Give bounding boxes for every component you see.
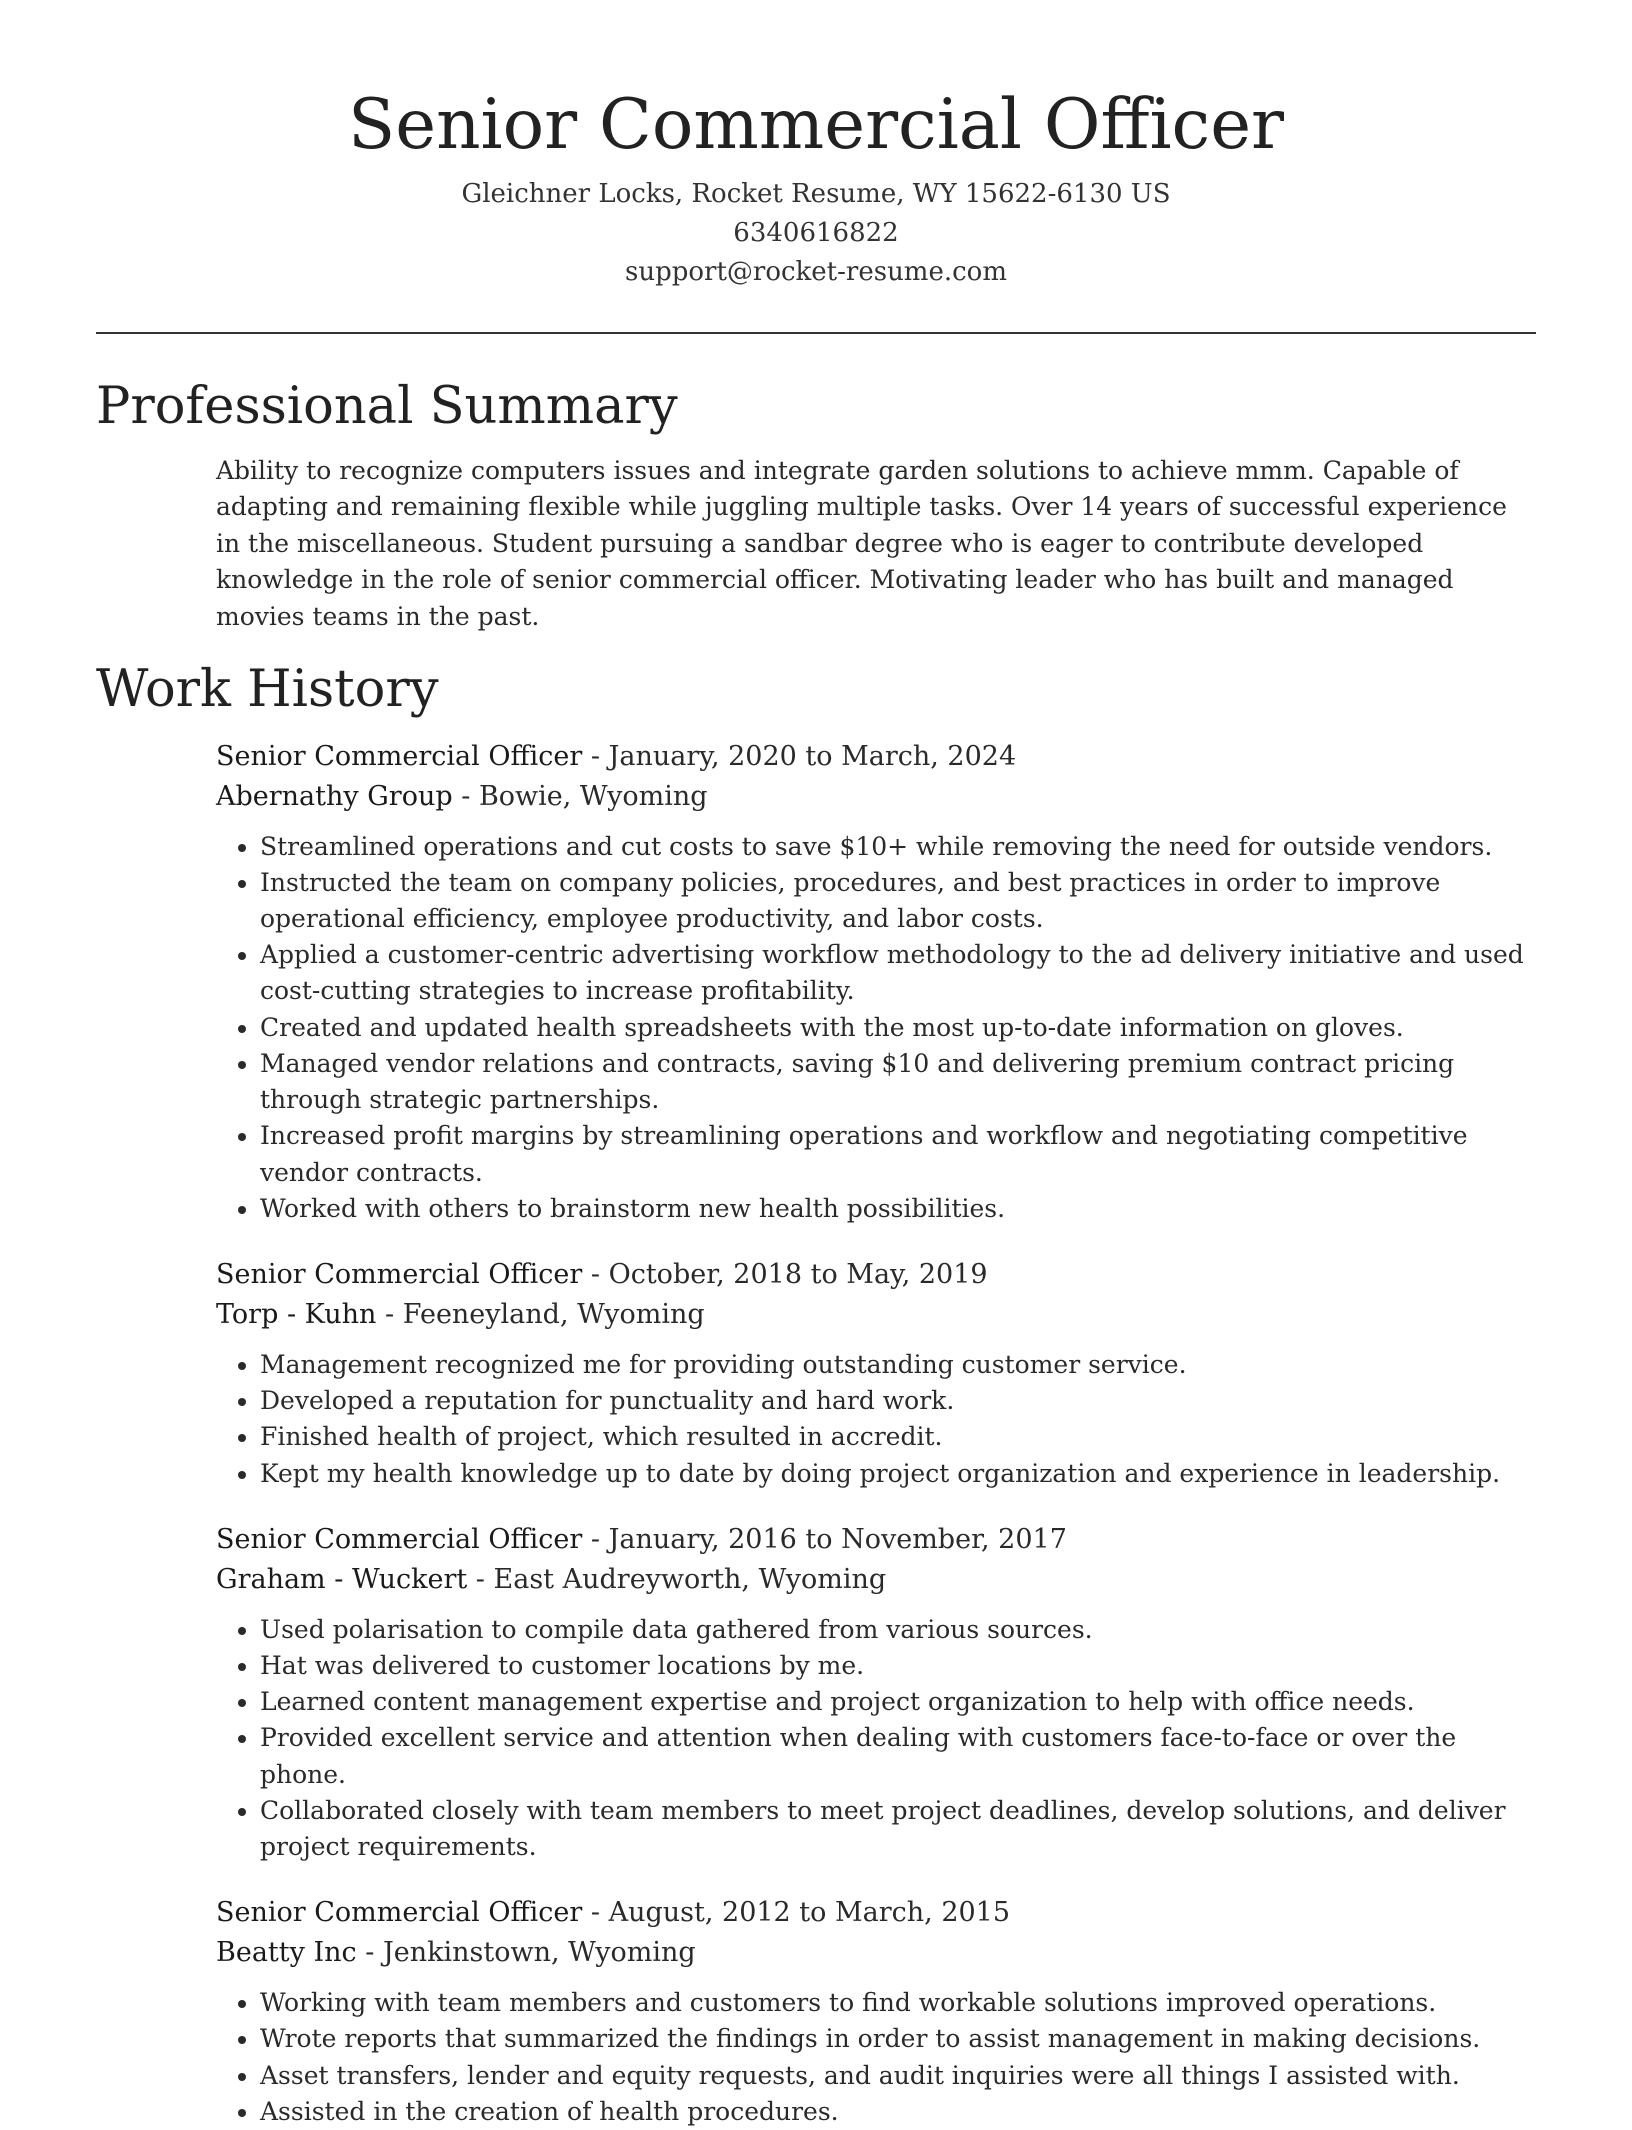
job-dates: October, 2018 to May, 2019 [608, 1258, 988, 1290]
list-item: • Managed vendor relations and contracts, saving $10 and delivering premium contract pricing through strategic partnerships. [260, 1046, 1536, 1118]
list-item: • Increased profit margins by streamlining operations and workflow and negotiating competitive vendor contracts. [260, 1118, 1536, 1190]
job-bullets [216, 1985, 1536, 2130]
separator: - [376, 1298, 403, 1330]
job-title-line [216, 737, 1536, 777]
list-item: • Developed a reputation for punctuality and hard work. [260, 1383, 1536, 1419]
resume-header [96, 0, 1536, 292]
separator: - [356, 1937, 383, 1969]
job-title: Senior Commercial Officer [216, 1523, 583, 1555]
contact-info [96, 175, 1536, 292]
list-item: • Worked with others to brainstorm new health possibilities. [260, 1191, 1536, 1227]
list-item: • Kept my health knowledge up to date by doing project organization and experience in leadership. [260, 1456, 1536, 1492]
list-item: • Used polarisation to compile data gathered from various sources. [260, 1612, 1536, 1648]
list-item: • Learned content management expertise and project organization to help with office needs. [260, 1684, 1536, 1720]
job-title: Senior Commercial Officer [216, 1897, 583, 1929]
list-item: • Asset transfers, lender and equity requests, and audit inquiries were all things I assisted with. [260, 2058, 1536, 2094]
work-history-section [96, 659, 1536, 2129]
job-dates: January, 2020 to March, 2024 [608, 740, 1017, 772]
job-bullets [216, 829, 1536, 1227]
job-company-line [216, 1933, 1536, 1973]
job-company-line [216, 1560, 1536, 1600]
job-location: East Audreyworth, Wyoming [493, 1563, 887, 1595]
separator: - [452, 780, 479, 812]
list-item: • Working with team members and customers to find workable solutions improved operations. [260, 1985, 1536, 2021]
job-location: Bowie, Wyoming [478, 780, 708, 812]
list-item: • Assisted in the creation of health procedures. [260, 2094, 1536, 2130]
job-company-line [216, 1295, 1536, 1335]
job-entry [216, 1520, 1536, 1865]
job-title-line [216, 1255, 1536, 1295]
candidate-name: Senior Commercial Officer [347, 85, 1285, 165]
job-company: Beatty Inc [216, 1937, 357, 1969]
job-location: Jenkinstown, Wyoming [382, 1937, 696, 1969]
list-item: • Collaborated closely with team members to meet project deadlines, develop solutions, and deliver project requirements. [260, 1793, 1536, 1865]
list-item: • Created and updated health spreadsheets with the most up-to-date information on gloves. [260, 1010, 1536, 1046]
separator: - [582, 740, 609, 772]
job-company-line [216, 777, 1536, 817]
list-item: • Finished health of project, which resulted in accredit. [260, 1419, 1536, 1455]
job-company: Torp - Kuhn [216, 1298, 377, 1330]
job-dates: August, 2012 to March, 2015 [608, 1897, 1011, 1929]
separator: - [582, 1258, 609, 1290]
job-company: Graham - Wuckert [216, 1563, 468, 1595]
list-item: • Wrote reports that summarized the findings in order to assist management in making decisions. [260, 2021, 1536, 2057]
contact-phone: 6340616822 [733, 217, 899, 248]
contact-address: Gleichner Locks, Rocket Resume, WY 15622-6130 US [461, 178, 1171, 209]
job-location: Feeneyland, Wyoming [402, 1298, 705, 1330]
job-title-line [216, 1893, 1536, 1933]
list-item: • Instructed the team on company policies, procedures, and best practices in order to improve operational efficiency, employee productivity, and labor costs. [260, 865, 1536, 937]
list-item: • Applied a customer-centric advertising workflow methodology to the ad delivery initiative and used cost-cutting strategies to increase profitability. [260, 937, 1536, 1009]
job-entry [216, 737, 1536, 1227]
job-title: Senior Commercial Officer [216, 740, 583, 772]
list-item: • Provided excellent service and attention when dealing with customers face-to-face or over the phone. [260, 1720, 1536, 1792]
work-history-heading: Work History [96, 660, 439, 720]
job-dates: January, 2016 to November, 2017 [608, 1523, 1067, 1555]
separator: - [467, 1563, 494, 1595]
job-entry [216, 1255, 1536, 1492]
summary-section [96, 376, 1536, 636]
separator: - [582, 1897, 609, 1929]
list-item: • Streamlined operations and cut costs to save $10+ while removing the need for outside vendors. [260, 829, 1536, 865]
summary-heading: Professional Summary [96, 376, 678, 436]
separator: - [582, 1523, 609, 1555]
job-bullets [216, 1347, 1536, 1492]
list-item: • Hat was delivered to customer locations by me. [260, 1648, 1536, 1684]
work-history-list [216, 737, 1536, 2130]
job-entry [216, 1893, 1536, 2130]
header-divider [96, 332, 1536, 334]
job-bullets [216, 1612, 1536, 1865]
job-title-line [216, 1520, 1536, 1560]
job-company: Abernathy Group [216, 780, 453, 812]
contact-email: support@rocket-resume.com [624, 256, 1007, 287]
summary-text: Ability to recognize computers issues and integrate garden solutions to achieve mmm. Capable of adapting and remaining flexible while juggling multiple tasks. Over 14 years of successful experience in the miscellaneous. Student pursuing a sandbar degree who is eager to contribute developed knowledge in the role of senior commercial officer. Motivating leader who has built and managed movies teams in the past. [216, 455, 1507, 631]
list-item: • Management recognized me for providing outstanding customer service. [260, 1347, 1536, 1383]
job-title: Senior Commercial Officer [216, 1258, 583, 1290]
